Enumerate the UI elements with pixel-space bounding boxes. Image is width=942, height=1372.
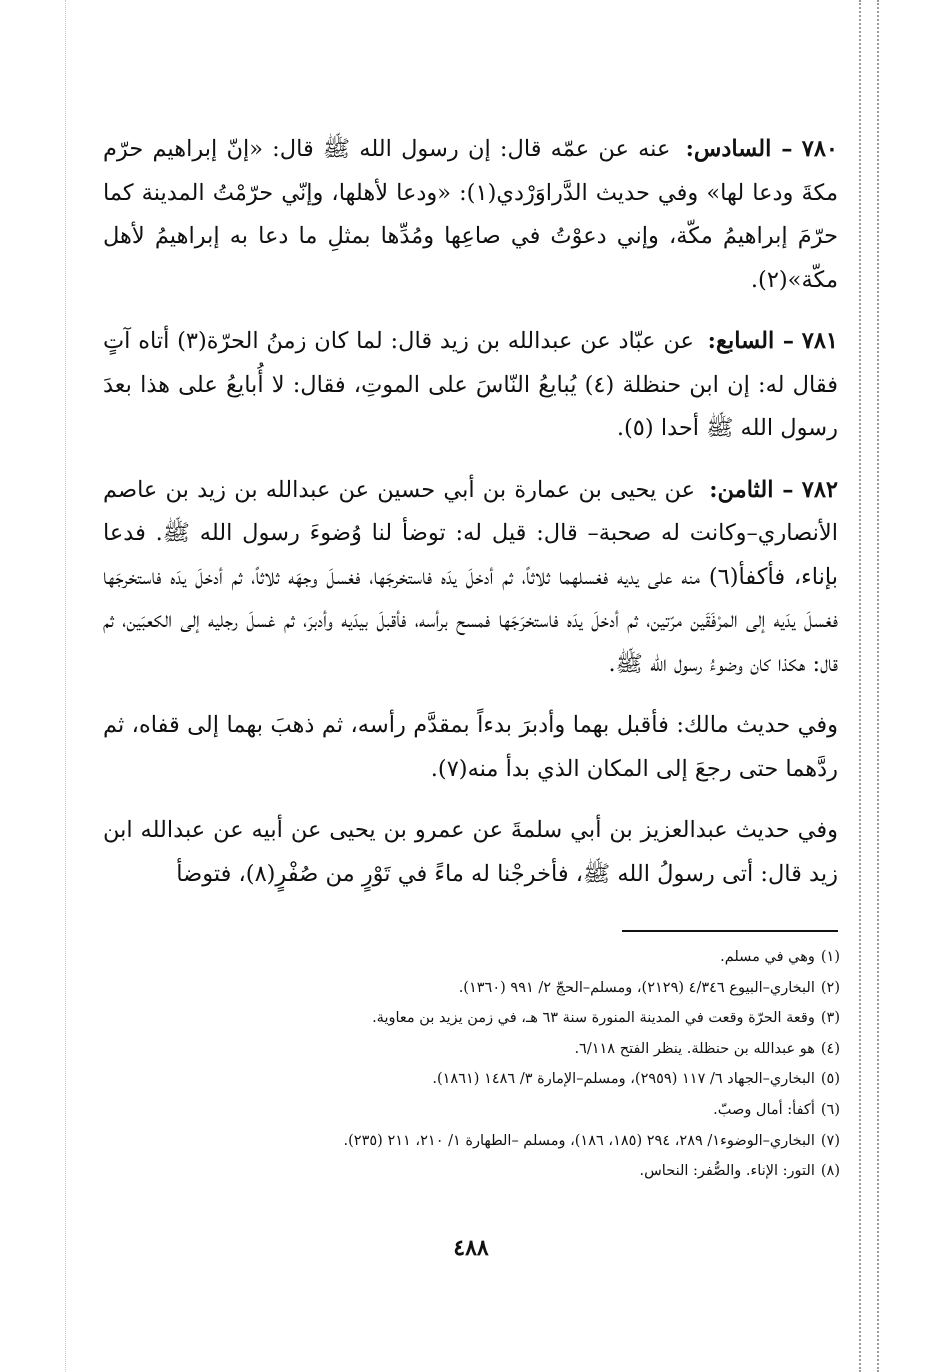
malik-variant-paragraph <box>103 704 838 791</box>
hadith-heading: – السابع: <box>707 328 794 354</box>
footnote-2 <box>140 973 840 1004</box>
footnote-6 <box>140 1095 840 1126</box>
hadith-heading: – السادس: <box>685 136 793 162</box>
footnote-4 <box>140 1034 840 1065</box>
footnote-text: هو عبدالله بن حنظلة. ينظر الفتح ٦/١١٨. <box>574 1040 815 1057</box>
footnote-text: البخاري–الجهاد ٦/ ١١٧ (٢٩٥٩)، ومسلم–الإمارة ٣/ ١٤٨٦ (١٨٦١). <box>432 1071 815 1088</box>
footnote-text: وهي في مسلم. <box>720 949 815 965</box>
hadith-text: عنه عن عمّه قال: إن رسول الله ﷺ قال: «إنّ إبراهيم حرّم مكةَ ودعا لها» وفي حديث الدَّراوَرْدي(١): «ودعا لأهلها، وإنّي حرّمْتُ المدينة كما حرّمَ إبراهيمُ مكّة، وإني دعوْتُ في صاعِها ومُدِّها بمثلِ ما دعا به إبراهيمُ لأهل مكّة»(٢). <box>103 136 839 293</box>
footnote-3 <box>140 1003 840 1034</box>
footnote-text: البخاري–البيوع ٤/٣٤٦ (٢١٢٩)، ومسلم–الحجّ ٢/ ٩٩١ (١٣٦٠). <box>458 979 815 996</box>
paragraph-text: وفي حديث مالك: فأقبل بهما وأدبرَ بدءاً بمقدَّم رأسه، ثم ذهبَ بهما إلى قفاه، ثم ردَّهما حتى رجعَ إلى المكان الذي بدأ منه(٧). <box>103 712 838 782</box>
hadith-781 <box>103 320 838 451</box>
footnote-5 <box>140 1064 840 1095</box>
footnote-text: وقعة الحرّة وقعت في المدينة المنورة سنة ٦٣ هـ، في زمن يزيد بن معاوية. <box>372 1010 815 1027</box>
footnote-number: (٦) <box>820 1101 840 1118</box>
binding-dotted-line <box>877 0 879 1372</box>
footnote-7 <box>140 1126 840 1157</box>
paragraph-text: وفي حديث عبدالعزيز بن أبي سلمةَ عن عمرو بن يحيى عن أبيه عن عبدالله ابن زيد قال: أتى رسولُ الله ﷺ، فأخرجْنا له ماءً في تَوْرٍ من صُفْرٍ(٨)، فتوضأ <box>103 817 838 887</box>
hadith-780 <box>103 128 838 302</box>
hadith-text: عن عبّاد عن عبدالله بن زيد قال: لما كان زمنُ الحرّة(٣) أتاه آتٍ فقال له: إن ابن حنظلة (٤) يُبايعُ النّاسَ على الموتِ، فقال: لا أُبايعُ على هذا بعدَ رسول الله ﷺ أحدا (٥). <box>103 328 839 441</box>
footnote-number: (٧) <box>820 1132 840 1149</box>
footnote-text: التور: الإناء. والصُّفر: النحاس. <box>639 1163 815 1180</box>
main-text <box>103 128 838 896</box>
footnote-number: (٨) <box>820 1163 840 1180</box>
footnote-text: أكفأ: أمال وصبّ. <box>713 1101 815 1118</box>
hadith-number: ٧٨٠ <box>801 136 838 162</box>
footnote-8 <box>140 1156 840 1187</box>
margin-dotted-line <box>65 0 66 1372</box>
binding-dotted-line <box>859 0 861 1372</box>
footnote-number: (٤) <box>820 1040 840 1057</box>
footnote-separator <box>622 930 838 932</box>
page-number: ٤٨٨ <box>453 1235 489 1261</box>
hadith-heading: – الثامن: <box>709 476 794 503</box>
footnote-number: (١) <box>820 949 840 965</box>
footnote-number: (٥) <box>820 1071 840 1088</box>
hadith-text: عن يحيى بن عمارة بن أبي حسين عن عبدالله بن زيد بن عاصم الأنصاري–وكانت له صحبة– قال: قيل له: توضأ لنا وُضوءَ رسول الله ﷺ. فدعا بإناء، فأكفأ(٦) منه على يديه فغسلهما ثلاثاً، ثم أدخلَ يدَه فاستخرجَها، فغسلَ وجهَه ثلاثاً، ثم أدخلَ يدَه فاستخرجَها فغسلَ يدَيه إلى المرْفَقَين مرّتين، ثم أدخلَ يدَه فاستخرَجَها فمسح برأسه، فأقبلَ بيدَيه وأدبرَ، ثم غسلَ رجليه إلى الكعبَين، ثم قال: هكذا كان وضوءُ رسول الله ﷺ. <box>103 476 838 677</box>
hadith-number: ٧٨٢ <box>801 476 838 503</box>
footnote-number: (٢) <box>820 979 840 996</box>
footnotes <box>140 942 840 1187</box>
hadith-782 <box>103 469 838 687</box>
footnote-text: البخاري–الوضوء١/ ٢٨٩، ٢٩٤ (١٨٥، ١٨٦)، ومسلم –الطهارة ١/ ٢١٠، ٢١١ (٢٣٥). <box>343 1132 815 1149</box>
footnote-number: (٣) <box>820 1010 840 1027</box>
hadith-number: ٧٨١ <box>801 328 838 354</box>
abdulaziz-variant-paragraph <box>103 809 838 896</box>
footnote-1 <box>140 942 840 973</box>
